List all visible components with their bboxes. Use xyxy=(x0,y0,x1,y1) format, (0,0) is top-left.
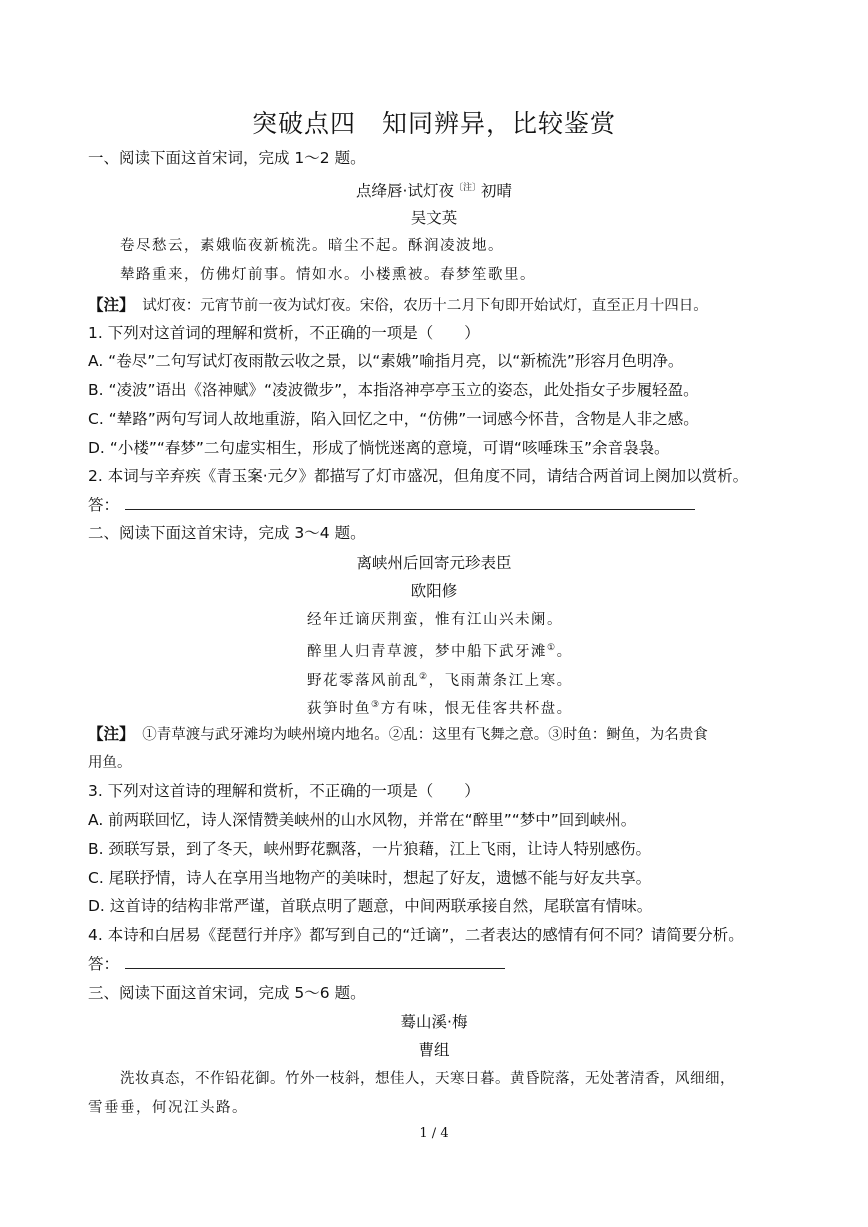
poem-line-tail: 。 xyxy=(556,643,573,660)
question-4: 4. 本诗和白居易《琵琶行并序》都写到自己的“迁谪”，二者表达的感情有何不同？请简要分析。 xyxy=(88,926,744,944)
option-c: C. 尾联抒情，诗人在享用当地物产的美味时，想起了好友，遗憾不能与好友共享。 xyxy=(88,869,652,887)
note-text: ①青草渡与武牙滩均为峡州境内地名。②乱：这里有飞舞之意。③时鱼：鲥鱼，为名贵食 xyxy=(142,727,708,743)
poem-title-text: 点绛唇·试灯夜 xyxy=(356,182,454,201)
poem-author-3: 曹组 xyxy=(418,1041,450,1059)
answer-blank[interactable] xyxy=(125,495,695,510)
note-1 xyxy=(88,294,708,317)
question-1: 1. 下列对这首词的理解和赏析，不正确的一项是（ ） xyxy=(88,324,480,342)
poem-line: 卷尽愁云，素娥临夜新梳洗。暗尘不起。酥润凌波地。 xyxy=(120,238,504,254)
option-d: D. 这首诗的结构非常严谨，首联点明了题意，中间两联承接自然，尾联富有情味。 xyxy=(88,897,653,915)
poem-line: 经年迁谪厌荆蛮，惟有江山兴未阑。 xyxy=(307,612,563,628)
poem-line-text: 荻笋时鱼 xyxy=(307,700,371,717)
section-heading-1: 一、阅读下面这首宋词，完成 1～2 题。 xyxy=(88,149,366,167)
question-3: 3. 下列对这首诗的理解和赏析，不正确的一项是（ ） xyxy=(88,782,480,800)
poem-line: 洗妆真态，不作铅花御。竹外一枝斜，想佳人，天寒日暮。黄昏院落，无处著清香，风细细， xyxy=(120,1071,735,1087)
note-label: 【注】 xyxy=(88,296,127,314)
note-marker: ② xyxy=(419,672,429,682)
page-title: 突破点四 知同辨异，比较鉴赏 xyxy=(251,109,616,138)
poem-title-1 xyxy=(0,177,868,202)
page-number: 1 / 4 xyxy=(419,1126,449,1141)
poem-title-suffix: 初晴 xyxy=(480,182,512,201)
note-marker: ③ xyxy=(371,700,381,710)
answer-line-2 xyxy=(88,953,505,975)
poem-title-3: 蓦山溪·梅 xyxy=(400,1013,468,1031)
poem-author-2: 欧阳修 xyxy=(410,582,458,600)
option-a: A. 前两联回忆，诗人深情赞美峡州的山水风物，并常在“醉里”“梦中”回到峡州。 xyxy=(88,811,637,829)
option-a: A. “卷尽”二句写试灯夜雨散云收之景，以“素娥”喻指月亮，以“新梳洗”形容月色明净。 xyxy=(88,352,684,370)
poem-line-text: 野花零落风前乱 xyxy=(307,672,419,689)
note-text: 试灯夜：元宵节前一夜为试灯夜。宋俗，农历十二月下旬即开始试灯，直至正月十四日。 xyxy=(142,298,708,314)
poem-line-text: 醉里人归青草渡，梦中船下武牙滩 xyxy=(307,643,547,660)
answer-label: 答： xyxy=(88,955,120,973)
poem-title-2: 离峡州后回寄元珍表臣 xyxy=(356,554,512,572)
option-b: B. “凌波”语出《洛神赋》“凌波微步”，本指洛神亭亭玉立的姿态，此处指女子步履轻盈。 xyxy=(88,381,699,399)
poem-line xyxy=(307,637,573,663)
note-marker: ① xyxy=(547,643,557,653)
option-b: B. 颈联写景，到了冬天，峡州野花飘落，一片狼藉，江上飞雨，让诗人特别感伤。 xyxy=(88,840,651,858)
note-2 xyxy=(88,723,708,746)
poem-line-tail: 方有味，恨无佳客共杯盘。 xyxy=(380,700,573,717)
section-heading-2: 二、阅读下面这首宋诗，完成 3～4 题。 xyxy=(88,524,366,542)
question-2: 2. 本词与辛弃疾《青玉案·元夕》都描写了灯市盛况，但角度不同，请结合两首词上阕加以赏析。 xyxy=(88,467,749,485)
poem-line: 辇路重来，仿佛灯前事。情如水。小楼熏被。春梦笙歌里。 xyxy=(120,267,536,283)
poem-line xyxy=(307,666,573,692)
poem-line xyxy=(307,694,573,720)
section-heading-3: 三、阅读下面这首宋词，完成 5～6 题。 xyxy=(88,984,366,1002)
note-marker: 〔注〕 xyxy=(453,183,481,193)
answer-blank[interactable] xyxy=(125,954,505,969)
answer-label: 答： xyxy=(88,496,120,514)
note-2-continued: 用鱼。 xyxy=(88,755,132,771)
poem-author-1: 吴文英 xyxy=(410,209,458,227)
option-d: D. “小楼”“春梦”二句虚实相生，形成了惝恍迷离的意境，可谓“咳唾珠玉”余音袅袅。 xyxy=(88,439,670,457)
poem-line: 雪垂垂，何况江头路。 xyxy=(88,1100,248,1116)
option-c: C. “辇路”两句写词人故地重游，陷入回忆之中，“仿佛”一词感今怀昔，含物是人非之感。 xyxy=(88,410,699,428)
answer-line-1 xyxy=(88,494,695,516)
note-label: 【注】 xyxy=(88,725,127,743)
poem-line-tail: ，飞雨萧条江上寒。 xyxy=(428,672,573,689)
